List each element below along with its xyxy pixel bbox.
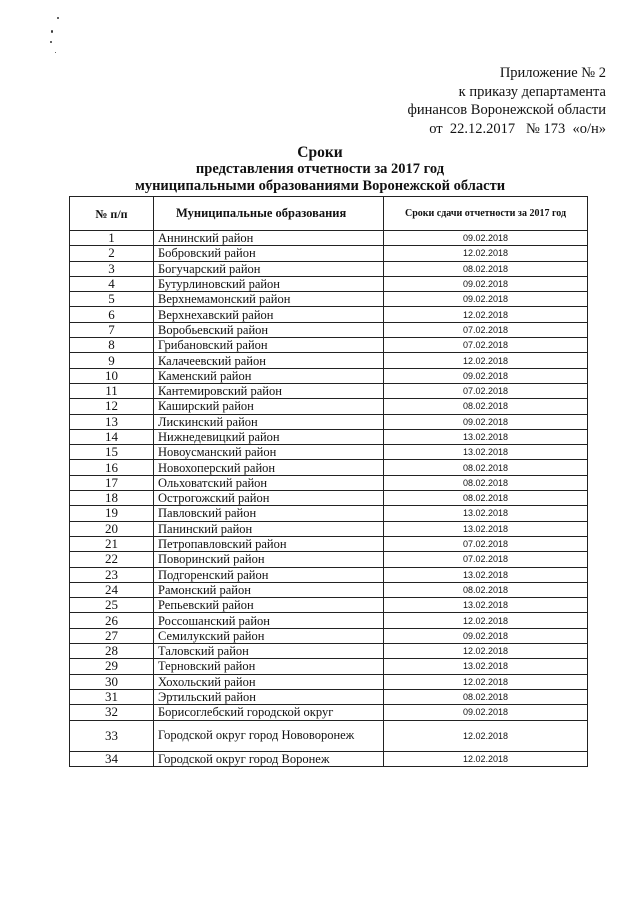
row-number: 29 (70, 659, 154, 674)
row-deadline: 08.02.2018 (384, 261, 588, 276)
row-municipality: Городской округ город Воронеж (154, 751, 384, 766)
table-row (70, 338, 588, 353)
row-municipality: Верхнемамонский район (154, 292, 384, 307)
row-deadline: 08.02.2018 (384, 582, 588, 597)
row-deadline: 09.02.2018 (384, 231, 588, 246)
row-number: 5 (70, 292, 154, 307)
row-municipality: Бутурлиновский район (154, 276, 384, 291)
row-municipality: Калачеевский район (154, 353, 384, 368)
table-row (70, 567, 588, 582)
table-row (70, 644, 588, 659)
row-municipality: Богучарский район (154, 261, 384, 276)
table-row (70, 705, 588, 720)
row-number: 3 (70, 261, 154, 276)
header-municipality: Муниципальные образования (154, 197, 384, 231)
table-row (70, 521, 588, 536)
scan-speck (50, 41, 52, 43)
deadlines-table (69, 196, 588, 767)
row-municipality: Павловский район (154, 506, 384, 521)
title-line-2: представления отчетности за 2017 год (195, 161, 445, 177)
table-header-row (70, 197, 588, 231)
row-deadline: 13.02.2018 (384, 429, 588, 444)
row-number: 15 (70, 445, 154, 460)
table-row (70, 261, 588, 276)
table-row (70, 353, 588, 368)
table-row (70, 383, 588, 398)
row-number: 7 (70, 322, 154, 337)
row-deadline: 12.02.2018 (384, 307, 588, 322)
row-deadline: 13.02.2018 (384, 598, 588, 613)
row-number: 34 (70, 751, 154, 766)
row-deadline: 08.02.2018 (384, 475, 588, 490)
row-number: 13 (70, 414, 154, 429)
table-row (70, 491, 588, 506)
header-deadline: Сроки сдачи отчетности за 2017 год (384, 197, 588, 231)
row-deadline: 09.02.2018 (384, 705, 588, 720)
table-row (70, 659, 588, 674)
row-deadline: 07.02.2018 (384, 383, 588, 398)
row-municipality: Панинский район (154, 521, 384, 536)
row-municipality: Кантемировский район (154, 383, 384, 398)
table-row (70, 720, 588, 751)
row-municipality: Новоусманский район (154, 445, 384, 460)
row-municipality: Семилукский район (154, 628, 384, 643)
row-municipality: Борисоглебский городской округ (154, 705, 384, 720)
row-deadline: 12.02.2018 (384, 246, 588, 261)
row-number: 12 (70, 399, 154, 414)
table-row (70, 276, 588, 291)
row-municipality: Петропавловский район (154, 536, 384, 551)
row-number: 20 (70, 521, 154, 536)
row-municipality: Острогожский район (154, 491, 384, 506)
row-number: 16 (70, 460, 154, 475)
row-number: 1 (70, 231, 154, 246)
row-number: 26 (70, 613, 154, 628)
row-deadline: 13.02.2018 (384, 567, 588, 582)
row-deadline: 09.02.2018 (384, 368, 588, 383)
table-row (70, 368, 588, 383)
row-number: 10 (70, 368, 154, 383)
header-number: № п/п (70, 197, 154, 231)
scan-speck (55, 52, 56, 53)
row-municipality: Аннинский район (154, 231, 384, 246)
appendix-line-2: к приказу департамента (458, 83, 606, 100)
row-number: 9 (70, 353, 154, 368)
table-row (70, 689, 588, 704)
row-deadline: 07.02.2018 (384, 552, 588, 567)
row-deadline: 12.02.2018 (384, 751, 588, 766)
row-municipality: Каменский район (154, 368, 384, 383)
row-deadline: 13.02.2018 (384, 445, 588, 460)
row-municipality: Воробьевский район (154, 322, 384, 337)
row-number: 22 (70, 552, 154, 567)
row-municipality: Новохоперский район (154, 460, 384, 475)
row-deadline: 07.02.2018 (384, 536, 588, 551)
scan-speck (51, 30, 53, 33)
table-row (70, 613, 588, 628)
row-number: 33 (70, 720, 154, 751)
row-number: 30 (70, 674, 154, 689)
row-municipality: Терновский район (154, 659, 384, 674)
row-municipality: Ольховатский район (154, 475, 384, 490)
appendix-line-4: от 22.12.2017 № 173 «о/н» (429, 120, 606, 137)
row-number: 2 (70, 246, 154, 261)
table-row (70, 552, 588, 567)
row-municipality: Нижнедевицкий район (154, 429, 384, 444)
row-deadline: 12.02.2018 (384, 613, 588, 628)
row-number: 23 (70, 567, 154, 582)
row-municipality: Хохольский район (154, 674, 384, 689)
row-number: 19 (70, 506, 154, 521)
row-number: 31 (70, 689, 154, 704)
table-row (70, 292, 588, 307)
row-municipality: Каширский район (154, 399, 384, 414)
row-deadline: 09.02.2018 (384, 628, 588, 643)
row-municipality: Эртильский район (154, 689, 384, 704)
row-municipality: Лискинский район (154, 414, 384, 429)
row-municipality: Репьевский район (154, 598, 384, 613)
row-number: 27 (70, 628, 154, 643)
row-deadline: 12.02.2018 (384, 720, 588, 751)
row-municipality: Россошанский район (154, 613, 384, 628)
table-row (70, 322, 588, 337)
row-deadline: 08.02.2018 (384, 399, 588, 414)
row-municipality: Рамонский район (154, 582, 384, 597)
row-number: 21 (70, 536, 154, 551)
row-deadline: 08.02.2018 (384, 689, 588, 704)
row-deadline: 13.02.2018 (384, 659, 588, 674)
table-row (70, 445, 588, 460)
row-deadline: 08.02.2018 (384, 491, 588, 506)
table-row (70, 460, 588, 475)
table-row (70, 536, 588, 551)
row-deadline: 09.02.2018 (384, 292, 588, 307)
row-number: 18 (70, 491, 154, 506)
table-row (70, 429, 588, 444)
table-row (70, 246, 588, 261)
table-row (70, 674, 588, 689)
title-line-3: муниципальными образованиями Воронежской области (134, 178, 506, 194)
row-deadline: 09.02.2018 (384, 414, 588, 429)
appendix-line-1: Приложение № 2 (499, 65, 606, 81)
table-row (70, 231, 588, 246)
row-number: 4 (70, 276, 154, 291)
table-row (70, 506, 588, 521)
row-municipality: Подгоренский район (154, 567, 384, 582)
row-number: 6 (70, 307, 154, 322)
row-number: 24 (70, 582, 154, 597)
row-municipality: Бобровский район (154, 246, 384, 261)
row-number: 8 (70, 338, 154, 353)
title-line-1: Сроки (297, 144, 343, 161)
row-number: 14 (70, 429, 154, 444)
row-number: 11 (70, 383, 154, 398)
appendix-header (306, 64, 606, 138)
table-row (70, 582, 588, 597)
table-row (70, 307, 588, 322)
row-municipality: Верхнехавский район (154, 307, 384, 322)
row-deadline: 12.02.2018 (384, 644, 588, 659)
row-deadline: 07.02.2018 (384, 338, 588, 353)
appendix-line-3: финансов Воронежской области (407, 102, 606, 118)
row-municipality: Грибановский район (154, 338, 384, 353)
table-row (70, 598, 588, 613)
table-row (70, 475, 588, 490)
row-number: 25 (70, 598, 154, 613)
row-deadline: 08.02.2018 (384, 460, 588, 475)
row-deadline: 12.02.2018 (384, 353, 588, 368)
table-row (70, 399, 588, 414)
row-deadline: 09.02.2018 (384, 276, 588, 291)
row-deadline: 07.02.2018 (384, 322, 588, 337)
row-deadline: 13.02.2018 (384, 521, 588, 536)
row-deadline: 12.02.2018 (384, 674, 588, 689)
table-row (70, 628, 588, 643)
row-deadline: 13.02.2018 (384, 506, 588, 521)
table-row (70, 414, 588, 429)
row-municipality: Поворинский район (154, 552, 384, 567)
table-row (70, 751, 588, 766)
row-number: 32 (70, 705, 154, 720)
document-title (0, 144, 640, 195)
row-number: 28 (70, 644, 154, 659)
row-number: 17 (70, 475, 154, 490)
scan-speck (57, 17, 59, 19)
row-municipality: Таловский район (154, 644, 384, 659)
row-municipality: Городской округ город Нововоронеж (154, 720, 384, 751)
